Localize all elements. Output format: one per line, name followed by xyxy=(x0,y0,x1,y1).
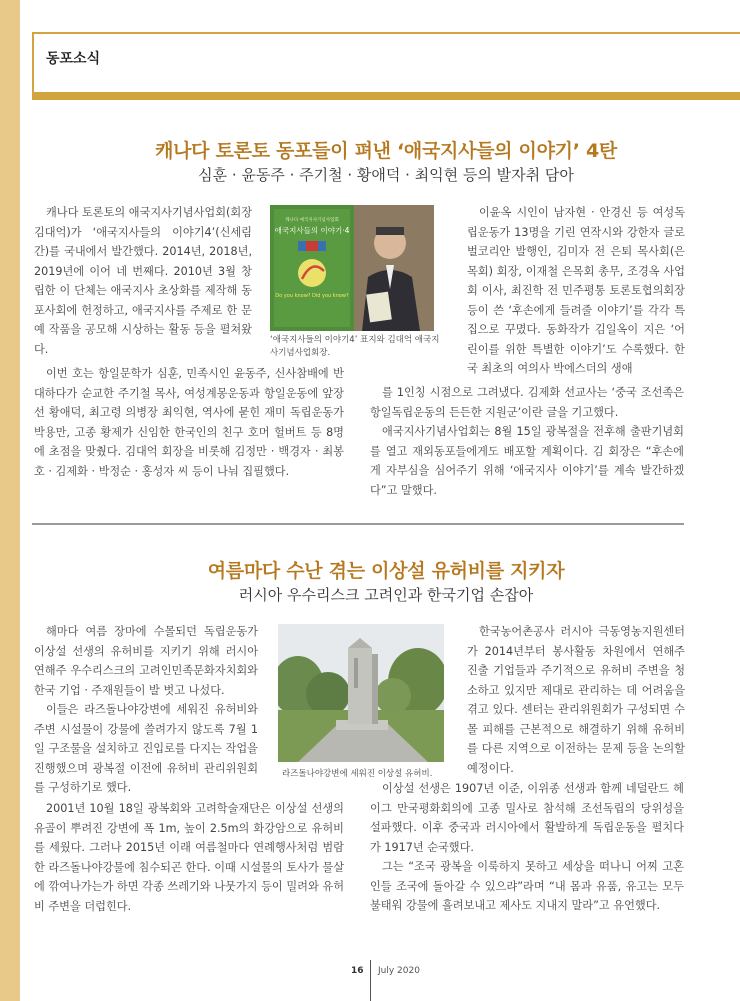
paragraph: 2001년 10월 18일 광복회와 고려학술재단은 이상설 선생의 유골이 뿌려진 강변에 폭 1m, 높이 2.5m의 화강암으로 유허비를 세웠다. 그러나 2015년 이래 여름철마다 연례행사처럼 범람한 라즈돌나야강물에 침수되곤 한다. 이때 시설물의 토사가 물살에 깎여나가는가 하면 각종 쓰레기와 나뭇가지 등이 밀려와 유허비 주변을 더럽힌다. xyxy=(34,802,344,913)
paragraph: 캐나다 토론토의 애국지사기념사업회(회장 김대억)가 ‘애국지사들의 이야기4’(신세림 간)를 국내에서 발간했다. 2014년, 2018년, 2019년에 이어 네 번째다. 2010년 3월 창립한 이 단체는 애국지사 초상화를 제작해 동포사회에 헌정하고, 애국지사를 주제로 한 문예 작품을 공모해 시상하는 활동 등을 펼쳐왔다. xyxy=(34,206,253,356)
article2-col-left xyxy=(34,622,258,798)
article2-col-right xyxy=(467,622,685,778)
book-question: Do you know? Did you know? xyxy=(275,293,349,299)
article1-title: 캐나다 토론토 동포들이 펴낸 ‘애국지사들의 이야기’ 4탄 xyxy=(155,140,617,162)
section-header xyxy=(32,32,740,94)
paragraph: 이번 호는 항일문학가 심훈, 민족시인 윤동주, 신사참배에 반대하다가 순교한 주기철 목사, 여성계몽운동과 항일운동에 앞장선 황애덕, 최고령 의병장 최익현, 역사에 묻힌 재미 독립운동가 박용만, 고종 황제가 신임한 한국인의 친구 호머 헐버트 등 8명에 초점을 맞췄다. 김대억 회장을 비롯해 김정만 · 백경자 · 최봉호 · 김제화 · 박정순 · 홍성자 씨 등이 나눠 집필했다. xyxy=(34,367,344,478)
article1-subtitle: 심훈 · 윤동주 · 주기철 · 황애덕 · 최익현 등의 발자취 담아 xyxy=(198,166,574,184)
article1-col-right xyxy=(467,203,685,379)
footer-divider xyxy=(370,960,371,1001)
article1-photo xyxy=(270,205,434,331)
article2-title: 여름마다 수난 겪는 이상설 유허비를 지키자 xyxy=(207,560,565,582)
page-frame-left xyxy=(0,0,20,1001)
article2-subtitle: 러시아 우수리스크 고려인과 한국기업 손잡아 xyxy=(238,586,534,604)
book-title: 애국지사들의 이야기·4 xyxy=(274,226,350,235)
paragraph: 이들은 라즈돌나야강변에 세워진 유허비와 주변 시설물이 강물에 쓸려가지 않도록 7월 1일 구조물을 설치하고 진입로를 다지는 작업을 진행했으며 광복절 이전에 유허비 관리위원회를 구성하기로 했다. xyxy=(34,703,258,794)
article1-col-left xyxy=(34,203,252,359)
article1-caption: ‘애국지사들의 이야기4’ 표지와 김대억 애국지사기념사업회장. xyxy=(270,335,440,358)
article-divider xyxy=(32,523,684,525)
paragraph: 애국지사기념사업회는 8월 15일 광복절을 전후해 출판기념회를 열고 재외동포들에게도 배포할 계획이다. 김 회장은 “후손에게 자부심을 심어주기 위해 ‘애국지사 이야기’를 계속 발간하겠다”고 말했다. xyxy=(370,425,684,497)
paragraph: 를 1인칭 시점으로 그려냈다. 김제화 선교사는 ‘중국 조선족은 항일독립운동의 든든한 지원군’이란 글을 기고했다. xyxy=(370,386,684,419)
paragraph: 해마다 여름 장마에 수몰되던 독립운동가 이상설 선생의 유허비를 지키기 위해 러시아 연해주 우수리스크의 고려인민족문화자치회와 한국 기업 · 주재원들이 발 벗고 나섰다. xyxy=(34,625,258,697)
page-number: 16 xyxy=(351,966,364,976)
article2-photo xyxy=(278,624,444,762)
paragraph: 이상설 선생은 1907년 이준, 이위종 선생과 함께 네덜란드 헤이그 만국평화회의에 고종 밀사로 참석해 조선독립의 당위성을 설파했다. 이후 중국과 러시아에서 활발하게 독립운동을 펼치다가 1917년 순국했다. xyxy=(370,782,684,854)
paragraph: 한국농어촌공사 러시아 극동영농지원센터가 2014년부터 봉사활동 차원에서 연해주 진출 기업들과 주기적으로 유허비 주변을 청소하고 있지만 제대로 관리하는 데 어려움을 겪고 있다. 센터는 관리위원회가 구성되면 수몰 피해를 근본적으로 해결하기 위해 유허비를 다른 지역으로 이전하는 문제 등을 논의할 예정이다. xyxy=(467,625,685,775)
article1-col-right-wide xyxy=(370,383,684,500)
article2-col-right-wide xyxy=(370,779,684,916)
article1-col-left-wide xyxy=(34,364,344,481)
paragraph: 그는 “조국 광복을 이룩하지 못하고 세상을 떠나니 어찌 고혼인들 조국에 돌아갈 수 있으랴”라며 “내 몸과 유품, 유고는 모두 불태워 강물에 흘려보내고 제사도 지내지 말라”고 유언했다. xyxy=(370,860,684,912)
article2-caption: 라즈돌나야강변에 세워진 이상설 유허비. xyxy=(282,769,433,779)
issue-date: July 2020 xyxy=(378,966,420,976)
section-label: 동포소식 xyxy=(46,51,101,67)
article2-col-left-wide xyxy=(34,799,344,916)
paragraph: 이윤옥 시인이 남자현 · 안경신 등 여성독립운동가 13명을 기린 연작시와 강한자 글로벌코리안 발행인, 김미자 전 은퇴 목사회(은목회) 회장, 이재철 은목회 총무, 조경옥 사업회 이사, 최진학 전 민주평통 토론토협의회장 등이 쓴 ‘후손에게 들려줄 이야기’를 각각 특집으로 꾸몄다. 동화작가 김일옥이 지은 ‘어린이를 위한 특별한 이야기’도 수록했다. 한국 최초의 여의사 박에스더의 생애 xyxy=(467,206,685,375)
book-small-text: 캐나다 애국지사기념사업회 xyxy=(285,218,339,223)
